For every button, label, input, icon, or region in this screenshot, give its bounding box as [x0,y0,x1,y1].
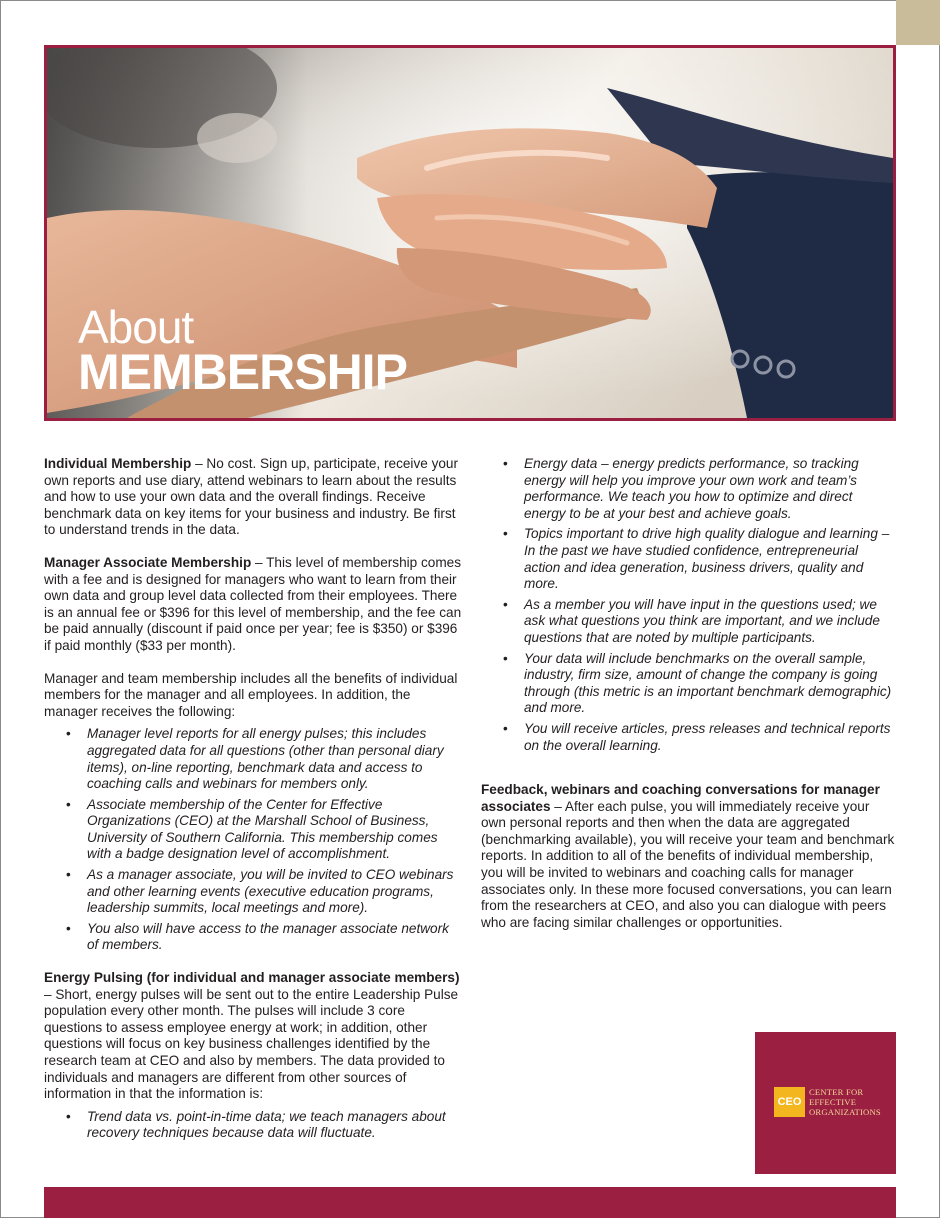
hero-title [78,301,407,400]
right-column [481,456,897,947]
feedback-text: – After each pulse, you will immediately receive your own personal reports and then when the data are aggregated (benchmarking available), you will receive your team and benchmark reports. In addition to all of the benefits of individual membership, you will be invited to webinars and coaching calls for manager associates only. In these more focused conversations, you can learn from the researchers at CEO, and also you can dialogue with peers who are facing similar challenges or opportunities. [481,798,895,930]
logo-line-3: ORGANIZATIONS [809,1107,881,1117]
list-item: • As a member you will have input in the questions used; we ask what questions you think are important, and we include questions that are noted by multiple participants. [481,597,897,647]
energy-pulsing-text: – Short, energy pulses will be sent out to the entire Leadership Pulse population every other month. The pulses will include 3 core questions to assess employee energy at work; in addition, other questions will focus on key business challenges identified by the research team at CEO and also by members. The data provided to individuals and managers are different from other sources of information in that the information is: [44,986,459,1102]
hero-title-membership: MEMBERSHIP [78,344,407,400]
feedback-heading: Feedback, webinars and coaching conversations for manager associates [481,782,880,814]
logo-line-2: EFFECTIVE [809,1097,857,1107]
hero-banner [44,45,896,421]
list-item: • Topics important to drive high quality dialogue and learning – In the past we have studied confidence, entrepreneurial action and idea generation, business drivers, quality and more. [481,526,897,592]
list-item: • Associate membership of the Center for Effective Organizations (CEO) at the Marshall School of Business, University of Southern California. This membership comes with a badge designation level of accomplishment. [44,797,462,863]
left-column [44,456,462,1158]
footer-bar [44,1187,896,1218]
individual-membership-heading: Individual Membership [44,456,192,471]
manager-benefits-list [44,726,462,954]
individual-membership-paragraph [44,456,462,539]
manager-associate-heading: Manager Associate Membership [44,554,252,570]
energy-pulsing-paragraph [44,970,462,1103]
list-item: • As a manager associate, you will be invited to CEO webinars and other learning events (executive education programs, leadership summits, local meetings and more). [44,867,462,917]
list-item: • You also will have access to the manager associate network of members. [44,921,462,954]
feedback-paragraph [481,782,897,931]
information-list-continued [481,456,897,754]
manager-associate-paragraph [44,555,462,655]
list-item: • Energy data – energy predicts performance, so tracking energy will help you improve your own work and team’s performance. We teach you how to optimize and direct energy to be at your best and achieve goals. [481,456,897,522]
energy-pulsing-heading: Energy Pulsing (for individual and manager associate members) [44,970,460,986]
team-membership-paragraph: Manager and team membership includes all the benefits of individual members for the manager and all employees. In addition, the manager receives the following: [44,670,458,719]
list-item: • You will receive articles, press releases and technical reports on the overall learning. [481,721,897,754]
list-item: • Your data will include benchmarks on the overall sample, industry, firm size, amount of change the company is going through (this metric is an important benchmark demographic) and more. [481,651,897,717]
manager-associate-text: – This level of membership comes with a fee and is designed for managers who want to learn from their own data and group level data collected from their employees. There is an annual fee or $396 for this level of membership, and the fee can be paid annually (discount if paid once per year; fee is $350) or $396 if paid monthly ($33 per month). [44,554,462,653]
hero-title-about: About [78,301,194,353]
list-item: • Manager level reports for all energy pulses; this includes aggregated data for all questions (other than personal diary items), on-line reporting, benchmark data and access to coaching calls and webinars for members only. [44,726,462,792]
logo-line-1: CENTER FOR [809,1087,864,1097]
information-list [44,1109,462,1142]
ceo-logo [755,1032,896,1174]
list-item: • Trend data vs. point-in-time data; we teach managers about recovery techniques because data will fluctuate. [44,1109,462,1142]
individual-membership-text: – No cost. Sign up, participate, receive your own reports and use diary, attend webinars to learn about the results and how to use your own data and the overall findings. Receive benchmark data on key items for your business and industry. Be first to understand trends in the data. [44,456,459,538]
ceo-logo-mark: CEO [774,1087,805,1117]
ceo-logo-wordmark [809,1087,895,1117]
corner-tab [896,0,940,45]
